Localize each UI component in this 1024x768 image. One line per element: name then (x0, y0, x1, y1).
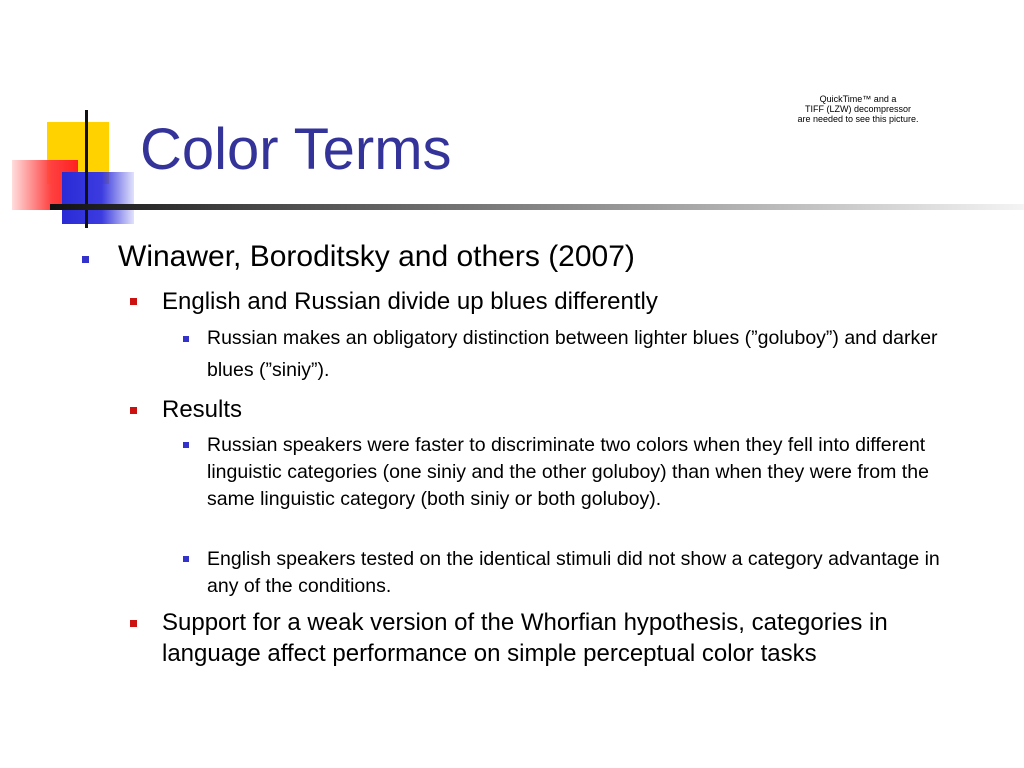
image-placeholder (760, 94, 956, 124)
bullet-marker-icon (183, 556, 189, 562)
bullet-level3: English speakers tested on the identical stimuli did not show a category advantage in any of the conditions. (207, 548, 940, 597)
logo-blue-square (62, 172, 134, 224)
image-placeholder-line-1: QuickTime™ and a (819, 94, 897, 104)
logo-vertical-line (85, 110, 88, 228)
slide-title: Color Terms (140, 117, 452, 182)
bullet-level1: Winawer, Boroditsky and others (2007) (118, 240, 635, 273)
bullet-marker-icon (130, 298, 137, 305)
bullet-level2: English and Russian divide up blues differently (162, 288, 658, 315)
image-placeholder-line-2: TIFF (LZW) decompressor (804, 104, 911, 114)
bullet-level3: Russian makes an obligatory distinction between lighter blues (”goluboy”) and darker blues (”siniy”). (207, 327, 938, 381)
bullet-marker-icon (130, 407, 137, 414)
bullet-level2: Support for a weak version of the Whorfian hypothesis, categories in language affect performance on simple perceptual color tasks (162, 609, 888, 667)
bullet-marker-icon (82, 256, 89, 263)
bullet-marker-icon (130, 620, 137, 627)
bullet-marker-icon (183, 336, 189, 342)
bullet-level2: Results (162, 396, 243, 423)
title-underline (50, 204, 1024, 210)
bullet-level3: Russian speakers were faster to discriminate two colors when they fell into different linguistic categories (one siniy and the other goluboy) than when they were from the same linguistic category (both siniy or both goluboy). (207, 434, 929, 510)
image-placeholder-line-3: are needed to see this picture. (797, 114, 919, 124)
bullet-marker-icon (183, 442, 189, 448)
